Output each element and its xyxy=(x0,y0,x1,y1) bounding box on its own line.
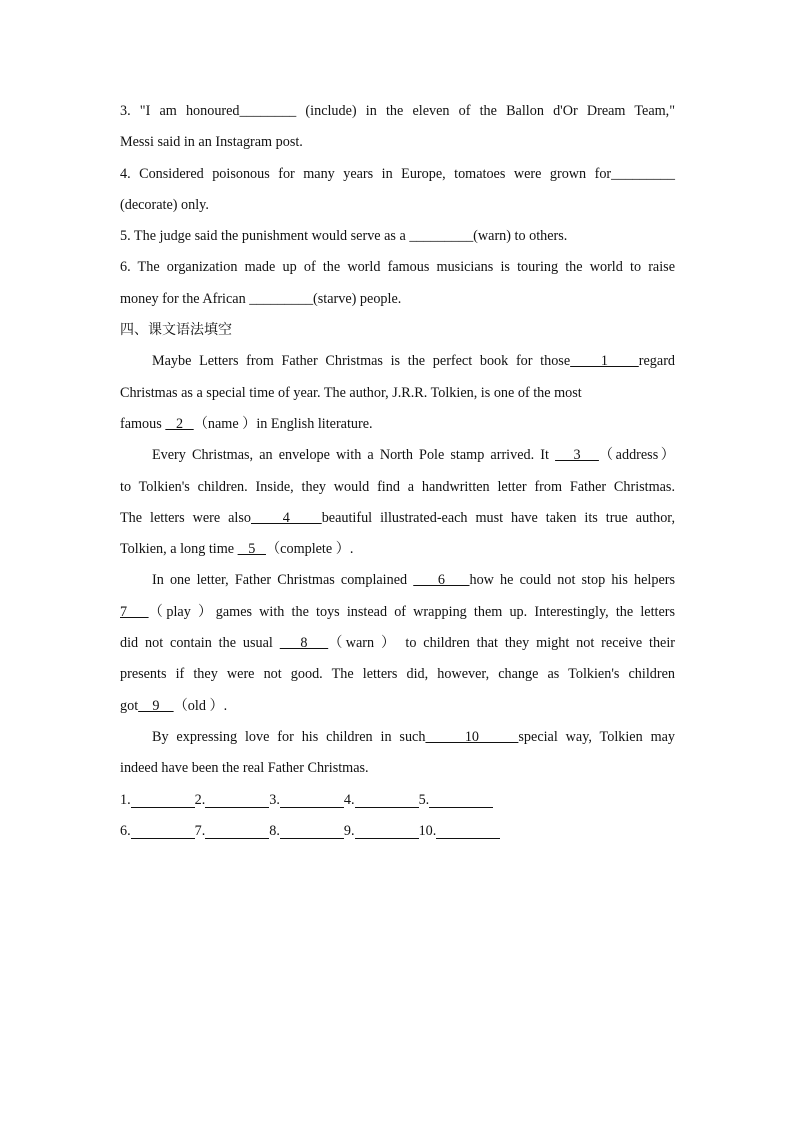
answer-blank-1[interactable] xyxy=(131,793,195,808)
answer-blank-5[interactable] xyxy=(429,793,493,808)
blank-10[interactable]: 10 xyxy=(425,728,519,745)
worksheet-content xyxy=(120,96,675,847)
answer-blank-6[interactable] xyxy=(131,824,195,839)
exercise-6-line-2: money for the African _________(starve) people. xyxy=(120,290,402,307)
answer-label-5: 5. xyxy=(418,791,430,808)
passage-text: The letters were also xyxy=(120,509,251,526)
passage-text: In one letter, Father Christmas complained xyxy=(152,572,414,589)
passage-p3-line-5 xyxy=(120,691,675,722)
passage-text: special way, Tolkien may xyxy=(518,728,675,745)
blank-9[interactable]: 9 xyxy=(138,697,174,714)
answer-label-3: 3. xyxy=(269,791,280,808)
passage-p3-line-1 xyxy=(120,565,675,596)
passage-p4-line-2: indeed have been the real Father Christmas. xyxy=(120,760,369,777)
passage-text: （address） xyxy=(598,447,675,464)
answer-label-10: 10. xyxy=(418,822,437,839)
blank-6[interactable]: 6 xyxy=(413,572,470,589)
blank-8[interactable]: 8 xyxy=(279,635,329,652)
answer-blank-9[interactable] xyxy=(355,824,419,839)
answer-label-7: 7. xyxy=(194,822,206,839)
answer-blank-3[interactable] xyxy=(280,793,344,808)
passage-text: Maybe Letters from Father Christmas is the perfect book for those xyxy=(152,353,571,370)
passage-p1-line-1 xyxy=(120,346,675,377)
passage-text: （old ）. xyxy=(173,697,228,714)
passage-text: how he could not stop his helpers xyxy=(469,572,675,589)
blank-1[interactable]: 1 xyxy=(570,353,639,370)
passage-p1-line-3 xyxy=(120,409,675,440)
passage-text: Every Christmas, an envelope with a North Pole stamp arrived. It xyxy=(152,447,556,464)
answer-label-1: 1. xyxy=(120,791,131,808)
passage-text: regard xyxy=(638,353,676,370)
passage-p2-line-1 xyxy=(120,440,675,471)
blank-4[interactable]: 4 xyxy=(251,509,322,526)
answer-label-4: 4. xyxy=(343,791,355,808)
exercise-5-line-1: 5. The judge said the punishment would serve as a _________(warn) to others. xyxy=(120,228,568,245)
passage-p3-line-3 xyxy=(120,628,675,659)
passage-p2-line-4 xyxy=(120,534,675,565)
passage-text: Tolkien, a long time xyxy=(120,541,238,558)
passage-text: （play ）games with the toys instead of wrapping them up. Interestingly, the letters xyxy=(148,603,675,620)
blank-5[interactable]: 5 xyxy=(237,541,266,558)
blank-7[interactable]: 7 xyxy=(120,603,149,620)
answer-label-6: 6. xyxy=(120,822,131,839)
exercise-3-line-1: 3. "I am honoured________ (include) in the eleven of the Ballon d'Or Dream Team," xyxy=(120,103,675,119)
passage-text: （complete ）. xyxy=(265,541,354,558)
passage-text: got xyxy=(120,697,139,714)
passage-text: beautiful illustrated-each must have taken its true author, xyxy=(321,509,676,526)
passage-p1-line-2: Christmas as a special time of year. The author, J.R.R. Tolkien, is one of the most xyxy=(120,384,582,401)
answer-blank-7[interactable] xyxy=(205,824,269,839)
answer-blank-2[interactable] xyxy=(205,793,269,808)
passage-p2-line-2: to Tolkien's children. Inside, they would find a handwritten letter from Father Christmas. xyxy=(120,478,675,495)
section-heading: 四、课文语法填空 xyxy=(120,322,232,339)
blank-3[interactable]: 3 xyxy=(555,447,599,464)
answer-blank-10[interactable] xyxy=(436,824,500,839)
exercise-6-line-1: 6. The organization made up of the world famous musicians is touring the world to raise xyxy=(120,259,675,276)
exercise-4-line-1: 4. Considered poisonous for many years in Europe, tomatoes were grown for_________ xyxy=(120,165,675,182)
answer-label-9: 9. xyxy=(343,822,355,839)
answer-blank-4[interactable] xyxy=(355,793,419,808)
exercise-3-line-2: Messi said in an Instagram post. xyxy=(120,134,303,151)
blank-2[interactable]: 2 xyxy=(165,415,194,432)
exercise-4-line-2: (decorate) only. xyxy=(120,196,209,213)
passage-text: （name ）in English literature. xyxy=(193,415,373,432)
passage-p2-line-3 xyxy=(120,503,675,534)
answer-row-1 xyxy=(120,785,675,816)
answer-blank-8[interactable] xyxy=(280,824,344,839)
passage-text: （warn ） to children that they might not receive their xyxy=(328,635,676,652)
passage-text: famous xyxy=(120,415,166,432)
passage-text: By expressing love for his children in such xyxy=(152,728,426,745)
answer-label-2: 2. xyxy=(194,791,206,808)
answer-row-2 xyxy=(120,816,675,847)
passage-p3-line-4: presents if they were not good. The letters did, however, change as Tolkien's children xyxy=(120,666,675,683)
passage-p3-line-2 xyxy=(120,597,675,628)
passage-p4-line-1 xyxy=(120,722,675,753)
passage-text: did not contain the usual xyxy=(120,635,280,652)
answer-label-8: 8. xyxy=(269,822,280,839)
